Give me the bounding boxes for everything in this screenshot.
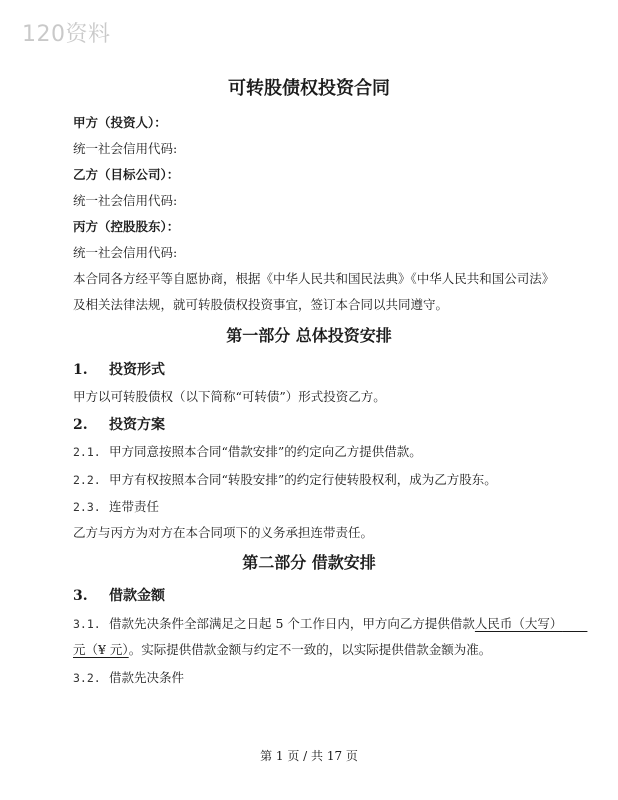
clause-2-2 bbox=[73, 470, 497, 488]
party-a-credit-code: 统一社会信用代码: bbox=[73, 141, 178, 156]
party-b-label: 乙方（目标公司）： bbox=[73, 167, 180, 182]
party-a-label: 甲方（投资人）： bbox=[73, 115, 167, 130]
joint-liability-text: 乙方与丙方为对方在本合同项下的义务承担连带责任。 bbox=[73, 525, 374, 540]
clause-3-1-text-a: 借款先决条件全部满足之日起 5 个工作日内，甲方向乙方提供借款 bbox=[109, 616, 475, 631]
clause-2-3-text: 连带责任 bbox=[109, 499, 160, 514]
section-3-title: 借款金额 bbox=[109, 588, 165, 604]
intro-line-1: 本合同各方经平等自愿协商，根据《中华人民共和国民法典》《中华人民共和国公司法》 bbox=[73, 271, 555, 286]
amount-in-words-blank: 人民币（大写） bbox=[474, 616, 563, 631]
clause-2-2-number: 2.2. bbox=[73, 473, 101, 487]
clause-3-2-number: 3.2. bbox=[73, 671, 101, 685]
clause-2-1 bbox=[73, 442, 422, 460]
clause-3-1-line-2 bbox=[73, 640, 491, 658]
clause-2-3-number: 2.3. bbox=[73, 500, 101, 514]
section-2-number: 2. bbox=[73, 417, 88, 433]
clause-3-1-number: 3.1. bbox=[73, 617, 101, 631]
clause-3-2-text: 借款先决条件 bbox=[109, 670, 185, 685]
amount-in-words-blank-tail bbox=[562, 616, 587, 631]
part2-title: 第二部分 借款安排 bbox=[242, 553, 376, 572]
section-1-number: 1. bbox=[73, 362, 88, 378]
clause-2-2-text: 甲方有权按照本合同“转股安排”的约定行使转股权利，成为乙方股东。 bbox=[109, 472, 497, 487]
document-title: 可转股债权投资合同 bbox=[228, 78, 390, 99]
amount-figure-blank: 元（¥ 元） bbox=[73, 642, 129, 657]
section-3-heading bbox=[73, 585, 165, 605]
intro-line-2: 及相关法律法规，就可转股债权投资事宜，签订本合同以共同遵守。 bbox=[73, 297, 449, 312]
section-1-title: 投资形式 bbox=[109, 362, 165, 378]
party-b-credit-code: 统一社会信用代码: bbox=[73, 193, 178, 208]
clause-2-3 bbox=[73, 497, 159, 515]
clause-2-1-text: 甲方同意按照本合同“借款安排”的约定向乙方提供借款。 bbox=[109, 444, 422, 459]
section-2-title: 投资方案 bbox=[109, 417, 165, 433]
part1-title: 第一部分 总体投资安排 bbox=[226, 326, 392, 345]
page-footer: 第 1 页 / 共 17 页 bbox=[260, 749, 358, 763]
clause-3-2 bbox=[73, 668, 184, 686]
section-1-heading bbox=[73, 359, 165, 379]
party-c-label: 丙方（控股股东）： bbox=[73, 219, 180, 234]
party-c-credit-code: 统一社会信用代码: bbox=[73, 245, 178, 260]
clause-3-1-text-b: 。实际提供借款金额与约定不一致的，以实际提供借款金额为准。 bbox=[128, 642, 492, 657]
section-2-heading bbox=[73, 414, 165, 434]
clause-2-1-number: 2.1. bbox=[73, 445, 101, 459]
watermark: 120资料 bbox=[22, 22, 111, 47]
section-3-number: 3. bbox=[73, 588, 88, 604]
clause-3-1-line-1 bbox=[73, 614, 587, 632]
section-1-text: 甲方以可转股债权（以下简称“可转债”）形式投资乙方。 bbox=[73, 389, 386, 404]
